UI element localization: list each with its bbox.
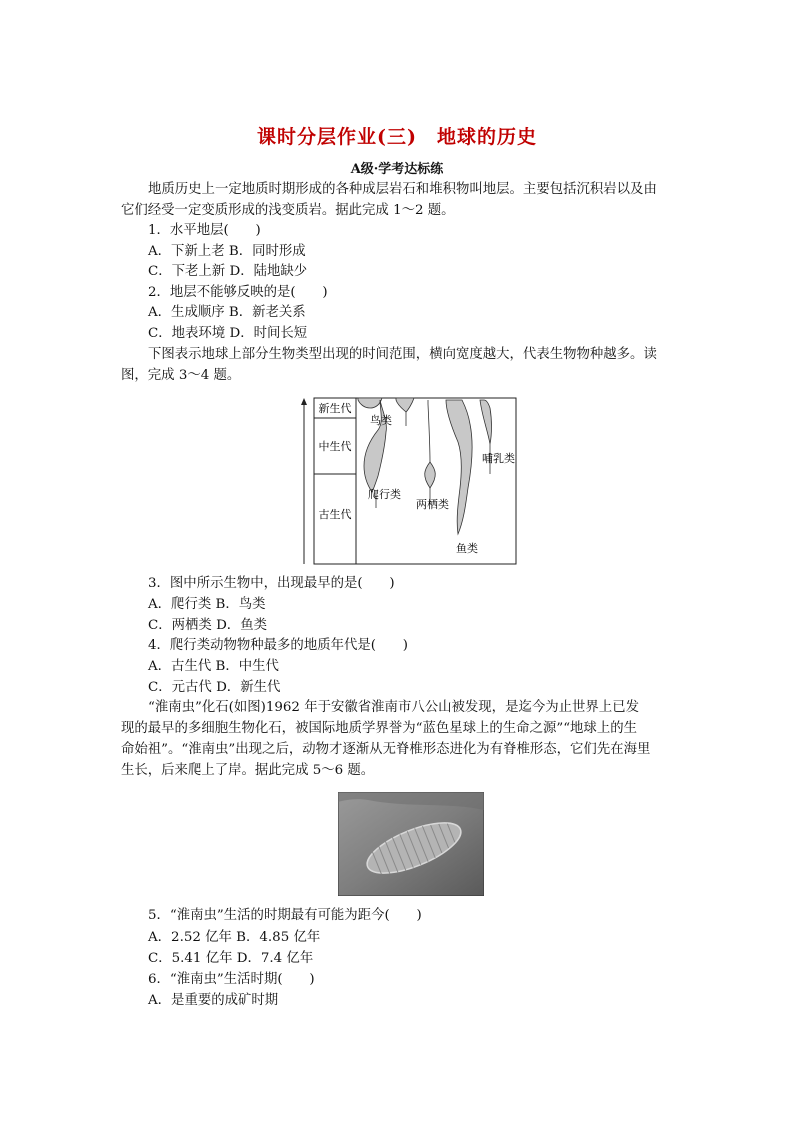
passage3-line1: “淮南虫”化石(如图)1962 年于安徽省淮南市八公山被发现，是迄今为止世界上已发 bbox=[148, 700, 639, 715]
q4-options-ab: A．古生代 B．中生代 bbox=[148, 659, 279, 674]
era-label-mesozoic: 中生代 bbox=[318, 440, 352, 453]
page-title: 课时分层作业(三) 地球的历史 bbox=[257, 126, 537, 148]
passage1-line1: 地质历史上一定地质时期形成的各种成层岩石和堆积物叫地层。主要包括沉积岩以及由 bbox=[148, 182, 657, 197]
section-subtitle: A级·学考达标练 bbox=[350, 162, 444, 177]
passage3-line4: 生长，后来爬上了岸。据此完成 5～6 题。 bbox=[121, 763, 375, 778]
q2-options-ab: A．生成顺序 B．新老关系 bbox=[148, 305, 306, 320]
q3-options-cd: C．两栖类 D．鱼类 bbox=[148, 618, 267, 633]
q3-options-ab: A．爬行类 B．鸟类 bbox=[148, 597, 266, 612]
passage2-line1: 下图表示地球上部分生物类型出现的时间范围，横向宽度越大，代表生物物种越多。读 bbox=[148, 347, 657, 362]
era-label-paleozoic: 古生代 bbox=[318, 508, 352, 521]
q6-stem: 6．“淮南虫”生活时期( ) bbox=[148, 972, 315, 987]
era-label-cenozoic: 新生代 bbox=[318, 402, 352, 415]
label-amphibians: 两栖类 bbox=[416, 498, 449, 511]
label-mammals: 哺乳类 bbox=[482, 452, 515, 465]
q1-stem: 1．水平地层( ) bbox=[148, 223, 261, 238]
q6-option-a: A．是重要的成矿时期 bbox=[148, 993, 279, 1008]
label-fish: 鱼类 bbox=[456, 542, 478, 555]
passage1-line2: 它们经受一定变质形成的浅变质岩。据此完成 1～2 题。 bbox=[121, 203, 455, 218]
q3-stem: 3．图中所示生物中，出现最早的是( ) bbox=[148, 576, 395, 591]
q4-options-cd: C．元古代 D．新生代 bbox=[148, 680, 281, 695]
q4-stem: 4．爬行类动物物种最多的地质年代是( ) bbox=[148, 638, 408, 653]
passage3-line2: 现的最早的多细胞生物化石，被国际地质学界誉为“蓝色星球上的生命之源”“地球上的生 bbox=[121, 721, 637, 736]
label-birds: 鸟类 bbox=[370, 414, 392, 427]
species-evolution-figure bbox=[296, 396, 518, 566]
q5-options-ab: A．2.52 亿年 B．4.85 亿年 bbox=[148, 930, 321, 945]
q1-options-cd: C．下老上新 D．陆地缺少 bbox=[148, 264, 308, 279]
passage3-line3: 命始祖”。“淮南虫”出现之后，动物才逐渐从无脊椎形态进化为有脊椎形态，它们先在海里 bbox=[121, 742, 651, 757]
q2-options-cd: C．地表环境 D．时间长短 bbox=[148, 326, 308, 341]
q5-options-cd: C．5.41 亿年 D．7.4 亿年 bbox=[148, 951, 314, 966]
q2-stem: 2．地层不能够反映的是( ) bbox=[148, 285, 328, 300]
time-axis-arrow-icon bbox=[301, 398, 307, 405]
label-reptiles: 爬行类 bbox=[368, 488, 401, 501]
huainan-worm-fossil-photo bbox=[338, 792, 484, 896]
q5-stem: 5．“淮南虫”生活的时期最有可能为距今( ) bbox=[148, 908, 422, 923]
passage2-line2: 图，完成 3～4 题。 bbox=[121, 368, 241, 383]
q1-options-ab: A．下新上老 B．同时形成 bbox=[148, 244, 306, 259]
